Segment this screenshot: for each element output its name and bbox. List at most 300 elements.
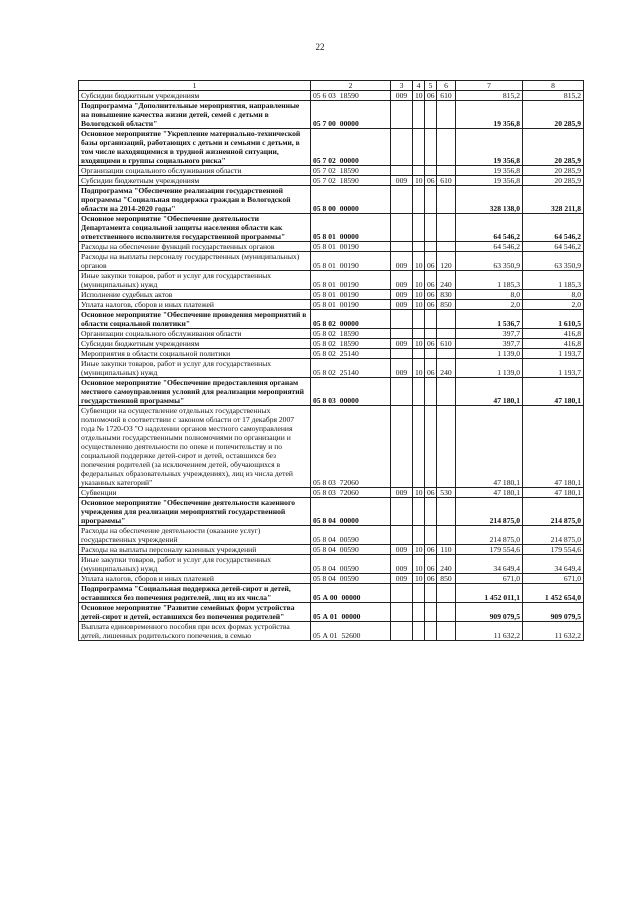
code-direction: 00190 <box>339 280 359 289</box>
row-amount-2016: 397,7 <box>456 339 523 349</box>
table-row <box>79 91 584 101</box>
code-direction: 00590 <box>339 574 359 583</box>
table-row <box>79 339 584 349</box>
row-code <box>311 555 391 574</box>
row-name: Основное мероприятие "Развитие семейных форм устройства детей-сирот и детей, оставшихся без попечения родителей" <box>79 603 311 622</box>
row-amount-2017: 1 193,7 <box>523 359 584 378</box>
row-code <box>311 526 391 545</box>
row-amount-2017: 416,8 <box>523 329 584 339</box>
row-name: Расходы на обеспечение деятельности (оказание услуг) государственных учреждений <box>79 526 311 545</box>
table-row <box>79 574 584 584</box>
row-section <box>413 603 425 622</box>
code-direction: 18590 <box>339 339 359 348</box>
row-name: Субвенции <box>79 488 311 498</box>
table-row <box>79 214 584 242</box>
row-section <box>413 378 425 406</box>
row-code <box>311 406 391 488</box>
row-amount-2016: 1 185,3 <box>456 271 523 290</box>
row-amount-2016: 63 350,9 <box>456 252 523 271</box>
row-name: Подпрограмма "Социальная поддержка детей-сирот и детей, оставшихся без попечения родителей, лиц из их числа" <box>79 584 311 603</box>
row-subsection <box>425 349 437 359</box>
table-row <box>79 252 584 271</box>
row-name: Расходы на выплаты персоналу казенных учреждений <box>79 545 311 555</box>
row-ministry: 009 <box>391 176 413 186</box>
table-row <box>79 176 584 186</box>
row-amount-2016: 1 139,0 <box>456 349 523 359</box>
code-direction: 00000 <box>339 396 359 405</box>
code-direction: 00590 <box>339 564 359 573</box>
row-expense-type: 610 <box>437 339 456 349</box>
table-row <box>79 349 584 359</box>
row-code <box>311 378 391 406</box>
row-subsection <box>425 498 437 526</box>
row-section: 10 <box>413 91 425 101</box>
row-ministry <box>391 186 413 214</box>
row-section <box>413 622 425 641</box>
row-subsection <box>425 603 437 622</box>
row-subsection <box>425 406 437 488</box>
header-cell: 3 <box>391 81 413 91</box>
code-program: 05 8 02 <box>313 329 336 338</box>
row-ministry: 009 <box>391 290 413 300</box>
code-program: 05 8 02 <box>313 368 336 377</box>
row-code <box>311 488 391 498</box>
row-code <box>311 186 391 214</box>
row-expense-type: 110 <box>437 545 456 555</box>
row-expense-type <box>437 526 456 545</box>
row-subsection: 06 <box>425 252 437 271</box>
header-cell: 5 <box>425 81 437 91</box>
row-amount-2017: 64 546,2 <box>523 242 584 252</box>
row-amount-2016: 47 180,1 <box>456 406 523 488</box>
row-ministry <box>391 584 413 603</box>
row-amount-2016: 671,0 <box>456 574 523 584</box>
row-section: 10 <box>413 574 425 584</box>
row-amount-2017: 47 180,1 <box>523 488 584 498</box>
row-amount-2016: 815,2 <box>456 91 523 101</box>
row-amount-2017: 214 875,0 <box>523 498 584 526</box>
row-ministry: 009 <box>391 545 413 555</box>
code-program: 05 8 01 <box>313 300 336 309</box>
row-amount-2017: 909 079,5 <box>523 603 584 622</box>
row-name: Субсидии бюджетным учреждениям <box>79 91 311 101</box>
code-program: 05 8 03 <box>313 478 336 487</box>
row-ministry: 009 <box>391 555 413 574</box>
code-direction: 52600 <box>341 631 361 640</box>
code-direction: 18590 <box>339 176 359 185</box>
row-name: Иные закупки товаров, работ и услуг для государственных (муниципальных) нужд <box>79 555 311 574</box>
row-amount-2017: 34 649,4 <box>523 555 584 574</box>
header-cell: 6 <box>437 81 456 91</box>
row-name: Основное мероприятие "Обеспечение деятельности Департамента социальной защиты населения области как ответственного исполнителя государственной программы" <box>79 214 311 242</box>
row-expense-type <box>437 378 456 406</box>
row-expense-type <box>437 349 456 359</box>
row-name: Иные закупки товаров, работ и услуг для государственных (муниципальных) нужд <box>79 359 311 378</box>
header-cell: 4 <box>413 81 425 91</box>
row-amount-2016: 19 356,8 <box>456 129 523 166</box>
row-amount-2017: 64 546,2 <box>523 214 584 242</box>
row-amount-2017: 1 185,3 <box>523 271 584 290</box>
row-code <box>311 166 391 176</box>
code-direction: 00000 <box>339 232 359 241</box>
row-section: 10 <box>413 290 425 300</box>
code-direction: 18590 <box>339 166 359 175</box>
row-code <box>311 349 391 359</box>
row-expense-type <box>437 166 456 176</box>
row-section <box>413 584 425 603</box>
row-ministry: 009 <box>391 574 413 584</box>
row-section <box>413 242 425 252</box>
row-name: Основное мероприятие "Обеспечение проведения мероприятий в области социальной политики" <box>79 310 311 329</box>
row-expense-type <box>437 129 456 166</box>
code-direction: 00000 <box>339 119 359 128</box>
row-ministry: 009 <box>391 91 413 101</box>
row-expense-type: 240 <box>437 555 456 574</box>
row-section <box>413 526 425 545</box>
row-name: Субвенции на осуществление отдельных государственных полномочий в соответствии с законом области от 17 декабря 2007 года № 1720-ОЗ "О наделении органов местного самоуправления отдельными государственными полномочиями по организации и осуществлению деятельности по опеке и попечительству и по социальной поддержке детей-сирот и детей, оставшихся без попечения родителей (за исключением детей, обучающихся в федеральных образовательных учреждениях), лиц из числа детей указанных категорий" <box>79 406 311 488</box>
row-amount-2017: 20 285,9 <box>523 101 584 129</box>
row-expense-type: 850 <box>437 300 456 310</box>
table-row <box>79 622 584 641</box>
row-code <box>311 339 391 349</box>
row-ministry <box>391 526 413 545</box>
row-amount-2017: 328 211,8 <box>523 186 584 214</box>
row-amount-2016: 64 546,2 <box>456 214 523 242</box>
row-subsection: 06 <box>425 574 437 584</box>
row-code <box>311 545 391 555</box>
code-program: 05 8 04 <box>313 535 336 544</box>
row-amount-2016: 19 356,8 <box>456 166 523 176</box>
row-section <box>413 214 425 242</box>
row-section: 10 <box>413 555 425 574</box>
row-expense-type: 240 <box>437 359 456 378</box>
code-direction: 18590 <box>339 329 359 338</box>
row-code <box>311 290 391 300</box>
code-program: 05 8 00 <box>313 204 336 213</box>
row-ministry <box>391 329 413 339</box>
row-amount-2016: 2,0 <box>456 300 523 310</box>
row-name: Субсидии бюджетным учреждениям <box>79 339 311 349</box>
row-expense-type: 850 <box>437 574 456 584</box>
table-row <box>79 555 584 574</box>
row-amount-2016: 34 649,4 <box>456 555 523 574</box>
code-program: 05 7 02 <box>313 156 336 165</box>
row-amount-2016: 8,0 <box>456 290 523 300</box>
row-name: Иные закупки товаров, работ и услуг для государственных (муниципальных) нужд <box>79 271 311 290</box>
row-section <box>413 406 425 488</box>
row-section <box>413 166 425 176</box>
code-direction: 00190 <box>339 300 359 309</box>
header-cell: 1 <box>79 81 311 91</box>
row-amount-2017: 47 180,1 <box>523 378 584 406</box>
row-section <box>413 310 425 329</box>
row-expense-type: 530 <box>437 488 456 498</box>
row-section <box>413 186 425 214</box>
row-ministry: 009 <box>391 488 413 498</box>
row-ministry: 009 <box>391 339 413 349</box>
row-subsection <box>425 186 437 214</box>
code-program: 05 8 01 <box>313 261 336 270</box>
header-cell: 8 <box>523 81 584 91</box>
row-amount-2016: 909 079,5 <box>456 603 523 622</box>
row-amount-2017: 63 350,9 <box>523 252 584 271</box>
row-code <box>311 359 391 378</box>
row-amount-2017: 416,8 <box>523 339 584 349</box>
code-program: 05 8 03 <box>313 396 336 405</box>
row-amount-2017: 1 452 654,0 <box>523 584 584 603</box>
row-subsection <box>425 101 437 129</box>
row-subsection: 06 <box>425 545 437 555</box>
row-expense-type <box>437 406 456 488</box>
row-amount-2016: 47 180,1 <box>456 488 523 498</box>
row-code <box>311 271 391 290</box>
row-name: Мероприятия в области социальной политики <box>79 349 311 359</box>
code-program: 05 6 03 <box>313 91 336 100</box>
row-expense-type <box>437 101 456 129</box>
code-direction: 00000 <box>339 516 359 525</box>
page-number: 22 <box>315 42 325 52</box>
table-row <box>79 300 584 310</box>
code-direction: 72060 <box>339 488 359 497</box>
table-row <box>79 290 584 300</box>
row-amount-2016: 214 875,0 <box>456 526 523 545</box>
row-expense-type: 610 <box>437 176 456 186</box>
row-code <box>311 310 391 329</box>
code-program: 05 8 01 <box>313 290 336 299</box>
row-amount-2017: 1 610,5 <box>523 310 584 329</box>
row-expense-type <box>437 242 456 252</box>
row-expense-type: 240 <box>437 271 456 290</box>
row-amount-2016: 1 139,0 <box>456 359 523 378</box>
table-row <box>79 545 584 555</box>
row-amount-2016: 19 356,8 <box>456 176 523 186</box>
row-name: Расходы на обеспечение функций государственных органов <box>79 242 311 252</box>
row-amount-2017: 20 285,9 <box>523 176 584 186</box>
row-section: 10 <box>413 300 425 310</box>
code-direction: 25140 <box>339 368 359 377</box>
code-program: 05 8 04 <box>313 574 336 583</box>
row-name: Основное мероприятие "Обеспечение деятельности казенного учреждения для реализации мероприятий государственной программы" <box>79 498 311 526</box>
row-section: 10 <box>413 271 425 290</box>
row-expense-type <box>437 603 456 622</box>
row-expense-type <box>437 214 456 242</box>
row-name: Основное мероприятие "Обеспечение предоставления органам местного самоуправления условий для реализации мероприятий государственной программы" <box>79 378 311 406</box>
row-amount-2017: 1 193,7 <box>523 349 584 359</box>
row-subsection <box>425 129 437 166</box>
row-subsection <box>425 166 437 176</box>
row-ministry <box>391 603 413 622</box>
code-direction: 00190 <box>339 290 359 299</box>
row-expense-type <box>437 498 456 526</box>
row-subsection: 06 <box>425 290 437 300</box>
table-row <box>79 584 584 603</box>
row-ministry: 009 <box>391 359 413 378</box>
code-direction: 00590 <box>339 545 359 554</box>
table-row <box>79 242 584 252</box>
row-amount-2016: 1 536,7 <box>456 310 523 329</box>
row-subsection: 06 <box>425 91 437 101</box>
code-direction: 00000 <box>339 156 359 165</box>
code-direction: 72060 <box>339 478 359 487</box>
code-program: 05 А 00 <box>313 593 338 602</box>
row-expense-type <box>437 310 456 329</box>
header-cell: 2 <box>311 81 391 91</box>
row-amount-2017: 671,0 <box>523 574 584 584</box>
row-name: Подпрограмма "Обеспечение реализации государственной программы "Социальная поддержка граждан в Вологодской области на 2014-2020 годы" <box>79 186 311 214</box>
row-ministry <box>391 242 413 252</box>
row-subsection: 06 <box>425 359 437 378</box>
row-ministry <box>391 406 413 488</box>
row-amount-2017: 8,0 <box>523 290 584 300</box>
row-code <box>311 329 391 339</box>
row-ministry <box>391 310 413 329</box>
table-row <box>79 101 584 129</box>
row-section: 10 <box>413 545 425 555</box>
row-expense-type <box>437 622 456 641</box>
row-ministry <box>391 166 413 176</box>
row-code <box>311 242 391 252</box>
code-direction: 18590 <box>339 91 359 100</box>
row-code <box>311 584 391 603</box>
code-program: 05 8 04 <box>313 545 336 554</box>
row-expense-type <box>437 584 456 603</box>
code-program: 05 8 01 <box>313 280 336 289</box>
row-ministry <box>391 349 413 359</box>
code-direction: 00000 <box>341 612 361 621</box>
row-code <box>311 129 391 166</box>
row-code <box>311 101 391 129</box>
table-header-row <box>79 81 584 91</box>
row-code <box>311 176 391 186</box>
row-subsection <box>425 526 437 545</box>
code-direction: 00190 <box>339 261 359 270</box>
row-ministry <box>391 622 413 641</box>
code-program: 05 8 01 <box>313 242 336 251</box>
code-program: 05 8 02 <box>313 319 336 328</box>
row-amount-2017: 20 285,9 <box>523 166 584 176</box>
row-expense-type <box>437 329 456 339</box>
row-amount-2017: 2,0 <box>523 300 584 310</box>
code-program: 05 А 01 <box>313 631 338 640</box>
row-amount-2016: 47 180,1 <box>456 378 523 406</box>
row-subsection: 06 <box>425 339 437 349</box>
code-direction: 00190 <box>339 242 359 251</box>
table-row <box>79 166 584 176</box>
row-ministry: 009 <box>391 300 413 310</box>
row-amount-2017: 11 632,2 <box>523 622 584 641</box>
row-section <box>413 329 425 339</box>
row-subsection <box>425 242 437 252</box>
table-row <box>79 406 584 488</box>
table-row <box>79 186 584 214</box>
row-code <box>311 498 391 526</box>
row-section: 10 <box>413 488 425 498</box>
row-amount-2016: 328 138,0 <box>456 186 523 214</box>
table-body <box>79 91 584 641</box>
row-name: Подпрограмма "Дополнительные мероприятия, направленные на повышение качества жизни детей, семей с детьми в Вологодской области" <box>79 101 311 129</box>
row-ministry <box>391 101 413 129</box>
code-program: 05 7 02 <box>313 166 336 175</box>
row-code <box>311 252 391 271</box>
row-amount-2016: 214 875,0 <box>456 498 523 526</box>
table-row <box>79 378 584 406</box>
row-name: Исполнение судебных актов <box>79 290 311 300</box>
row-amount-2016: 64 546,2 <box>456 242 523 252</box>
row-code <box>311 574 391 584</box>
row-ministry <box>391 378 413 406</box>
row-amount-2016: 19 356,8 <box>456 101 523 129</box>
budget-table <box>78 80 584 641</box>
row-ministry <box>391 129 413 166</box>
row-name: Уплата налогов, сборов и иных платежей <box>79 300 311 310</box>
row-section: 10 <box>413 252 425 271</box>
code-direction: 00000 <box>341 593 361 602</box>
row-ministry: 009 <box>391 252 413 271</box>
code-program: 05 8 01 <box>313 232 336 241</box>
row-subsection: 06 <box>425 300 437 310</box>
row-subsection <box>425 214 437 242</box>
row-name: Основное мероприятие "Укрепление материально-технической базы организаций, работающих с детьми и семьями с детьми, в том числе находящимися в трудной жизненной ситуации, входящими в группы социального риска" <box>79 129 311 166</box>
row-subsection: 06 <box>425 176 437 186</box>
table-row <box>79 329 584 339</box>
row-section: 10 <box>413 359 425 378</box>
row-name: Выплата единовременного пособия при всех формах устройства детей, лишенных родительского попечения, в семью <box>79 622 311 641</box>
row-name: Уплата налогов, сборов и иных платежей <box>79 574 311 584</box>
row-name: Субсидии бюджетным учреждениям <box>79 176 311 186</box>
row-subsection: 06 <box>425 488 437 498</box>
table-row <box>79 603 584 622</box>
code-program: 05 8 04 <box>313 516 336 525</box>
row-subsection <box>425 622 437 641</box>
row-code <box>311 300 391 310</box>
code-program: 05 8 04 <box>313 564 336 573</box>
row-subsection <box>425 310 437 329</box>
row-amount-2016: 11 632,2 <box>456 622 523 641</box>
row-section <box>413 101 425 129</box>
table-row <box>79 488 584 498</box>
row-amount-2016: 397,7 <box>456 329 523 339</box>
row-amount-2017: 214 875,0 <box>523 526 584 545</box>
row-amount-2017: 179 554,6 <box>523 545 584 555</box>
row-subsection: 06 <box>425 271 437 290</box>
row-code <box>311 622 391 641</box>
code-direction: 00000 <box>339 204 359 213</box>
header-cell: 7 <box>456 81 523 91</box>
code-direction: 00000 <box>339 319 359 328</box>
table-row <box>79 310 584 329</box>
row-expense-type <box>437 186 456 214</box>
row-ministry: 009 <box>391 271 413 290</box>
row-ministry <box>391 214 413 242</box>
row-section <box>413 349 425 359</box>
row-amount-2016: 1 452 011,1 <box>456 584 523 603</box>
table-row <box>79 359 584 378</box>
code-program: 05 7 00 <box>313 119 336 128</box>
row-expense-type: 610 <box>437 91 456 101</box>
row-name: Организации социального обслуживания области <box>79 329 311 339</box>
row-section: 10 <box>413 176 425 186</box>
row-code <box>311 603 391 622</box>
row-code <box>311 91 391 101</box>
row-amount-2016: 179 554,6 <box>456 545 523 555</box>
row-section: 10 <box>413 339 425 349</box>
table-row <box>79 526 584 545</box>
code-direction: 25140 <box>339 349 359 358</box>
table-row <box>79 498 584 526</box>
row-section <box>413 498 425 526</box>
row-amount-2017: 815,2 <box>523 91 584 101</box>
code-program: 05 8 02 <box>313 349 336 358</box>
